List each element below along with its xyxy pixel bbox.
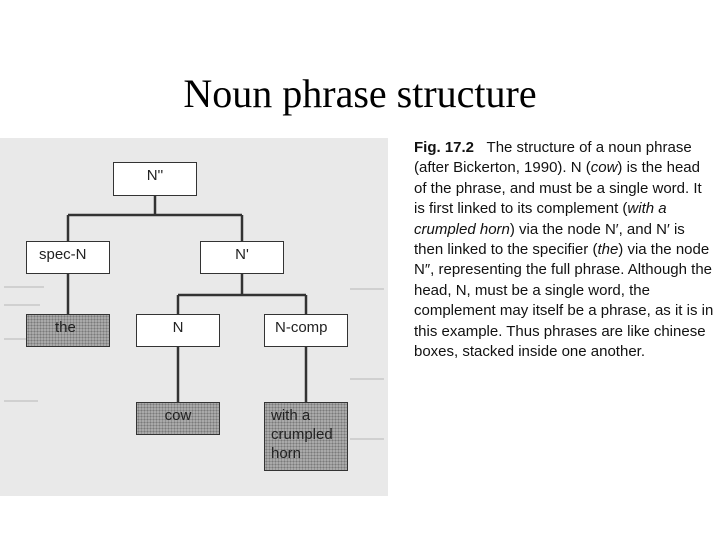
figure-number: Fig. 17.2: [414, 139, 475, 156]
node-label: with a crumpled horn: [271, 407, 333, 462]
node-n: [136, 314, 220, 347]
node-spec-n: [26, 241, 110, 274]
page-title: Noun phrase structure: [183, 71, 537, 116]
caption-italic-text: the: [597, 241, 619, 259]
caption-body: [414, 139, 713, 360]
node-label: the: [55, 319, 76, 336]
caption-text: ) is the head of the phrase, and must be a single word. It is first linked to its complement (: [414, 159, 702, 218]
node-n-double-bar: [113, 162, 197, 196]
node-label: spec-N: [39, 246, 87, 263]
node-label: N-comp: [275, 319, 328, 336]
node-complement: [264, 402, 348, 471]
figure-caption: [414, 138, 714, 362]
node-the: [26, 314, 110, 347]
caption-text: ) via the node N″, representing the full phrase. Although the head, N, must be a single word, the complement may itself be a phrase, as it is in this example. Thus phrases are like chinese boxes, stacked inside one another.: [414, 241, 714, 361]
node-cow: [136, 402, 220, 435]
node-label: N: [172, 319, 184, 336]
node-n-bar: [200, 241, 284, 274]
caption-text: ) via the node N′, and N′ is then linked to the specifier (: [414, 220, 685, 259]
caption-italic-text: with a crumpled horn: [414, 200, 667, 238]
caption-text: The structure of a noun phrase (after Bickerton, 1990). N (: [414, 139, 692, 177]
tree-figure: [0, 138, 388, 496]
node-label: N'': [146, 167, 164, 184]
node-label: N': [235, 246, 249, 263]
node-n-comp: [264, 314, 348, 347]
caption-italic-text: cow: [590, 159, 618, 177]
node-label: cow: [164, 407, 192, 424]
